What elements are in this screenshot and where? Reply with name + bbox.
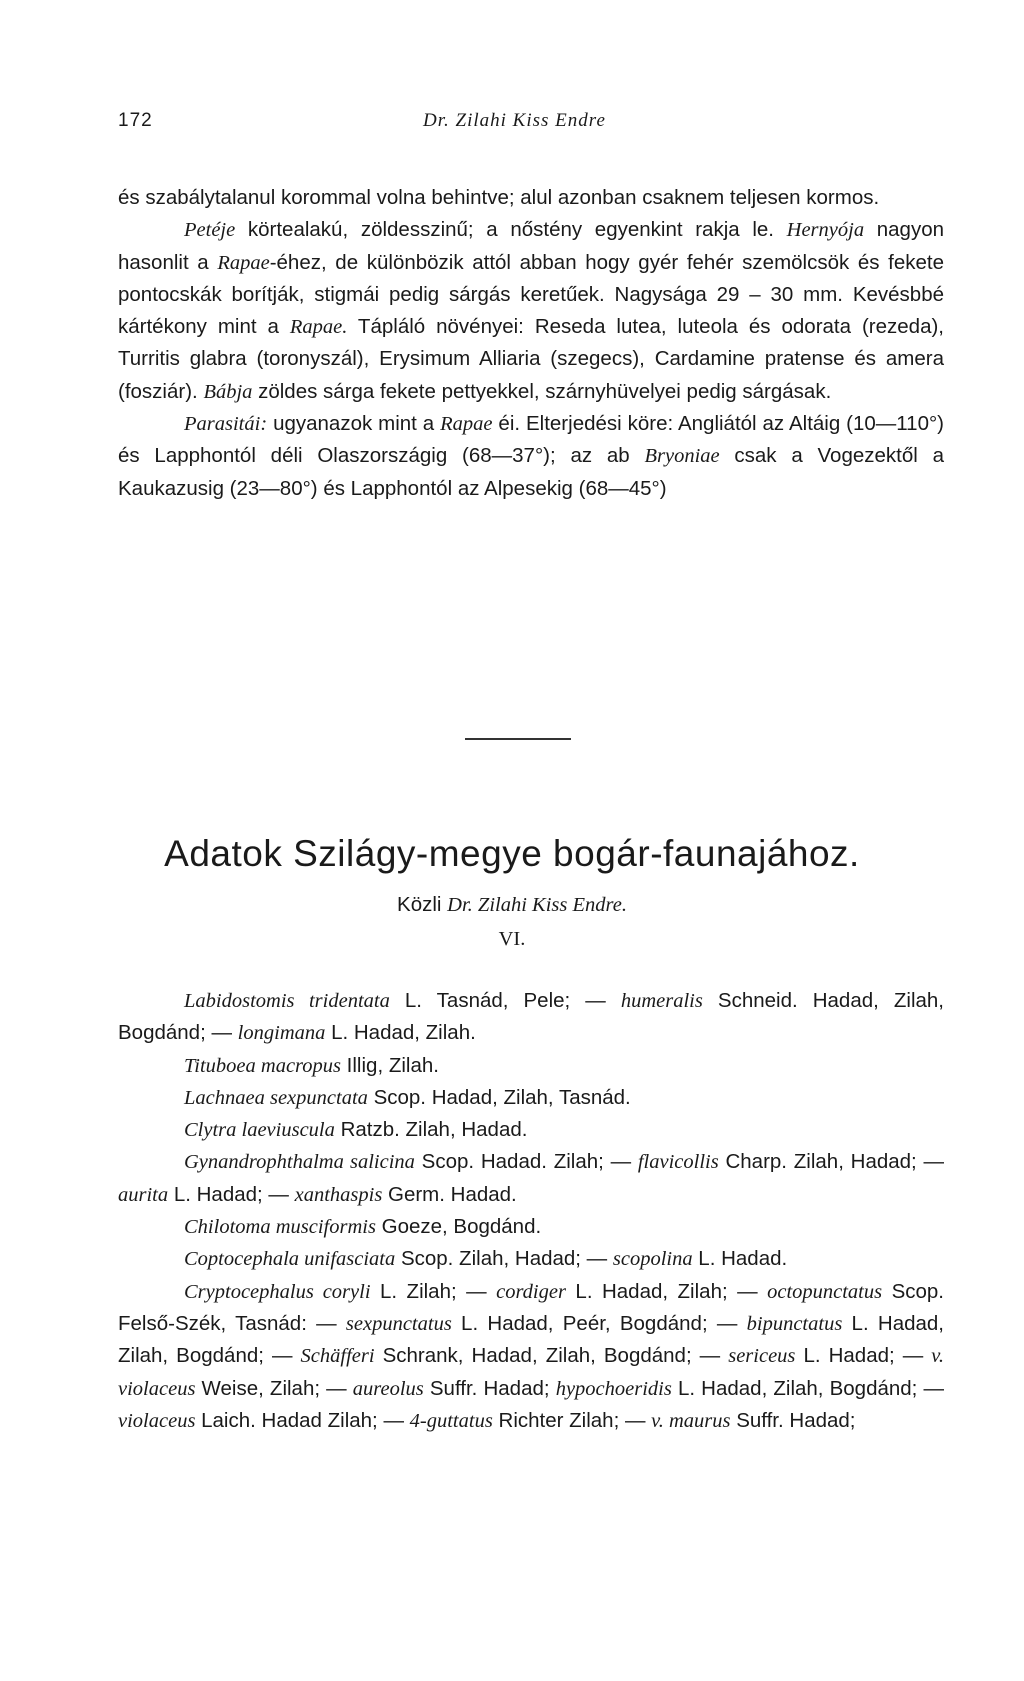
- species-entry: [118, 1276, 944, 1437]
- text-run: zöldes sárga fekete pettyekkel, szárnyhüvelyei pedig sárgásak.: [252, 379, 832, 403]
- text-run: ugyanazok mint a: [267, 412, 441, 436]
- text-run: Goeze, Bogdánd.: [375, 1215, 542, 1239]
- text-run: körtealakú, zöldesszinű; a nőstény egyenkint rakja le.: [235, 218, 787, 242]
- text-run: L. Hadad, Zilah, Bogdánd; —: [118, 1311, 945, 1368]
- italic-text: Parasitái:: [184, 413, 268, 436]
- paragraph: [118, 182, 944, 214]
- text-run: L. Hadad, Zilah, Bogdánd; —: [671, 1376, 944, 1400]
- italic-text: Rapae.: [289, 316, 348, 339]
- italic-text: bipunctatus: [746, 1312, 843, 1335]
- italic-text: cordiger: [496, 1280, 566, 1303]
- italic-text: Cryptocephalus coryli: [184, 1280, 371, 1303]
- text-run: Scop. Zilah, Hadad; —: [395, 1247, 613, 1271]
- text-run: L. Hadad, Zilah.: [325, 1021, 476, 1045]
- text-run: Germ. Hadad.: [382, 1182, 517, 1206]
- paragraph: [118, 408, 944, 505]
- italic-text: Bábja: [203, 380, 253, 403]
- italic-text: Chilotoma musciformis: [184, 1216, 376, 1239]
- italic-text: xanthaspis: [294, 1183, 383, 1206]
- text-run: L. Hadad, Zilah; —: [565, 1279, 768, 1303]
- species-entry: [118, 985, 944, 1050]
- italic-text: humeralis: [620, 990, 703, 1012]
- italic-text: octopunctatus: [767, 1280, 883, 1303]
- paragraph: [118, 214, 944, 408]
- text-run: L. Hadad, Peér, Bogdánd; —: [451, 1311, 747, 1335]
- byline-author: Dr. Zilahi Kiss Endre.: [447, 894, 627, 916]
- text-run: Schneid. Hadad, Zilah, Bogdánd; —: [118, 989, 944, 1045]
- text-run: nagyon hasonlit a: [118, 218, 944, 274]
- italic-text: Rapae: [217, 251, 270, 274]
- italic-text: Schäfferi: [300, 1345, 375, 1368]
- text-run: L. Zilah; —: [370, 1279, 497, 1303]
- italic-text: Bryoniae: [644, 445, 720, 468]
- italic-text: longimana: [237, 1022, 326, 1045]
- italic-text: flavicollis: [637, 1151, 719, 1174]
- species-entry: [118, 1146, 944, 1211]
- text-run: Scop. Hadad, Zilah, Tasnád.: [367, 1085, 631, 1109]
- text-run: éi. Elterjedési köre: Angliától az Altáig (10—110°) és Lapphontól déli Olaszországig (68—37°); az ab: [118, 412, 945, 468]
- species-entry: [118, 1082, 944, 1114]
- text-run: Scop. Felső-Szék, Tasnád: —: [118, 1279, 944, 1335]
- italic-text: Clytra laeviuscula: [184, 1119, 335, 1142]
- species-list: [118, 985, 944, 1437]
- page-number: 172: [118, 110, 153, 131]
- text-run: L. Hadad; —: [795, 1344, 932, 1368]
- italic-text: Petéje: [184, 219, 236, 242]
- italic-text: scopolina: [612, 1248, 693, 1271]
- species-entry: [118, 1050, 944, 1082]
- text-run: Weise, Zilah; —: [195, 1376, 353, 1400]
- italic-text: aureolus: [352, 1377, 424, 1400]
- italic-text: sexpunctatus: [345, 1312, 452, 1335]
- text-run: L. Hadad; —: [168, 1182, 295, 1206]
- text-run: Ratzb. Zilah, Hadad.: [334, 1118, 528, 1142]
- page-header: [118, 110, 958, 140]
- italic-text: hypochoeridis: [555, 1377, 672, 1400]
- byline-prefix: Közli: [397, 893, 448, 916]
- text-run: L. Hadad.: [692, 1247, 788, 1271]
- italic-text: Rapae: [440, 413, 493, 436]
- italic-text: aurita: [118, 1183, 169, 1206]
- italic-text: Lachnaea sexpunctata: [184, 1086, 368, 1109]
- section-divider: [465, 738, 571, 740]
- italic-text: Hernyója: [786, 219, 865, 242]
- italic-text: 4-guttatus: [409, 1409, 493, 1432]
- text-run: Tápláló növényei: Reseda lutea, luteola és odorata (rezeda), Turritis glabra (toronyszál), Erysimum Alliaria (szegecs), Cardamine pratense és amera (fosziár).: [118, 315, 944, 403]
- text-run: Schrank, Hadad, Zilah, Bogdánd; —: [374, 1344, 729, 1368]
- species-entry: [118, 1211, 944, 1243]
- text-run: Scop. Hadad. Zilah; —: [414, 1150, 638, 1174]
- running-head: Dr. Zilahi Kiss Endre: [423, 110, 606, 131]
- article-title: Adatok Szilágy-megye bogár-faunajához.: [164, 833, 860, 874]
- italic-text: v. violaceus: [118, 1345, 944, 1400]
- text-run: és szabálytalanul korommal volna behintve; alul azonban csaknem teljesen kormos.: [118, 186, 880, 209]
- species-entry: [118, 1243, 944, 1275]
- species-entry: [118, 1114, 944, 1146]
- text-run: Illig, Zilah.: [340, 1053, 439, 1077]
- text-run: Laich. Hadad Zilah; —: [195, 1408, 410, 1432]
- italic-text: Gynandrophthalma salicina: [184, 1151, 415, 1174]
- text-run: L. Tasnád, Pele; —: [389, 989, 621, 1012]
- italic-text: Coptocephala unifasciata: [184, 1248, 396, 1271]
- italic-text: violaceus: [118, 1409, 196, 1432]
- intro-text: [118, 182, 944, 505]
- text-run: Charp. Zilah, Hadad; —: [718, 1150, 945, 1174]
- text-run: Suffr. Hadad;: [730, 1408, 856, 1432]
- text-run: -éhez, de különbözik attól abban hogy gyér fehér szemölcsök és fekete pontocskák borítják, stigmái pedig sárgás keretűek. Nagysága 29 – 30 mm. Kevésbbé kártékony mint a: [118, 250, 945, 339]
- italic-text: v. maurus: [651, 1409, 731, 1432]
- italic-text: sericeus: [728, 1345, 796, 1368]
- text-run: Richter Zilah; —: [492, 1408, 652, 1432]
- italic-text: Labidostomis tridentata: [184, 990, 390, 1012]
- italic-text: Tituboea macropus: [184, 1054, 341, 1077]
- article-byline: [0, 893, 1024, 917]
- part-number: VI.: [498, 928, 526, 950]
- text-run: Suffr. Hadad;: [423, 1376, 556, 1400]
- text-run: csak a Vogezektől a Kaukazusig (23—80°) és Lapphontól az Alpesekig (68—45°): [118, 444, 944, 500]
